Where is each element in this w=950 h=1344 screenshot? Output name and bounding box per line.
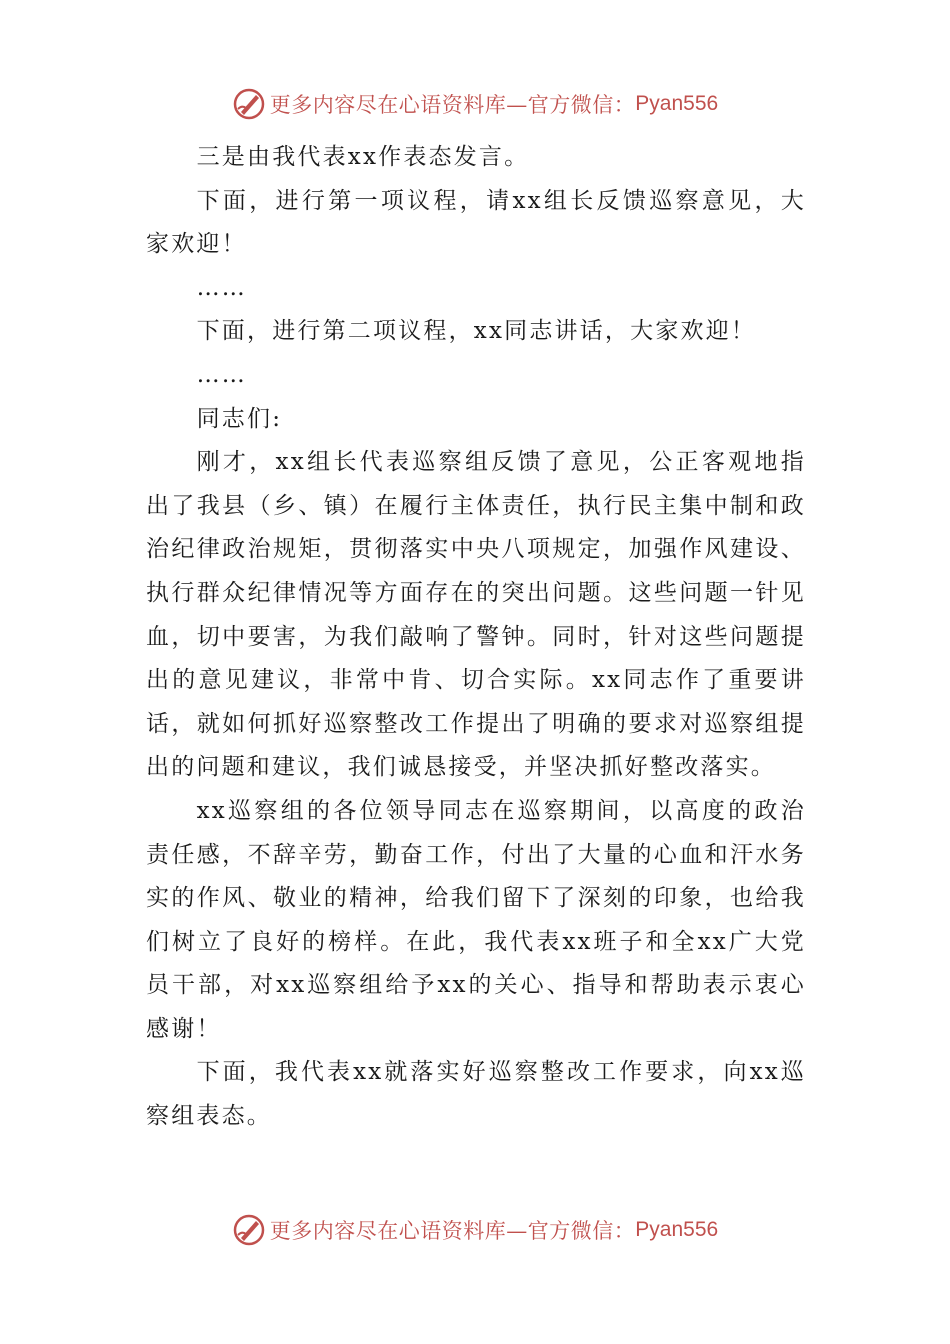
paragraph: 三是由我代表xx作表态发言。: [196, 144, 530, 170]
watermark-text: 更多内容尽在心语资料库—官方微信：: [269, 93, 636, 117]
paragraph: ……: [196, 274, 247, 301]
document-body: [146, 136, 806, 1139]
pen-logo-icon: [232, 1213, 266, 1247]
paragraph: 下面，进行第二项议程，xx同志讲话，大家欢迎！: [196, 318, 757, 345]
watermark-handle: Pyan556: [635, 1218, 719, 1241]
pen-logo-icon: [232, 87, 266, 121]
footer-watermark: [0, 1210, 950, 1250]
paragraph: 同志们:: [196, 405, 283, 432]
watermark-handle: Pyan556: [635, 92, 719, 115]
watermark-text: 更多内容尽在心语资料库—官方微信：: [269, 1219, 636, 1243]
paragraph: 下面，进行第一项议程，请xx组长反馈巡察意见，大家欢迎！: [146, 187, 806, 258]
paragraph: 刚才，xx组长代表巡察组反馈了意见，公正客观地指出了我县（乡、镇）在履行主体责任，执行民主集中制和政治纪律政治规矩，贯彻落实中央八项规定，加强作风建设、执行群众纪律情况等方面存在的突出问题。这些问题一针见血，切中要害，为我们敲响了警钟。同时，针对这些问题提出的意见建议，非常中肯、切合实际。xx同志作了重要讲话，就如何抓好巡察整改工作提出了明确的要求对巡察组提出的问题和建议，我们诚恳接受，并坚决抓好整改落实。: [146, 449, 806, 781]
paragraph: ……: [196, 361, 247, 388]
paragraph: 下面，我代表xx就落实好巡察整改工作要求，向xx巡察组表态。: [146, 1059, 806, 1130]
header-watermark: [0, 84, 950, 124]
paragraph: xx巡察组的各位领导同志在巡察期间，以高度的政治责任感，不辞辛劳，勤奋工作，付出了大量的心血和汗水务实的作风、敬业的精神，给我们留下了深刻的印象，也给我们树立了良好的榜样。在此，我代表xx班子和全xx广大党员干部，对xx巡察组给予xx的关心、指导和帮助表示衷心感谢！: [146, 797, 806, 1042]
